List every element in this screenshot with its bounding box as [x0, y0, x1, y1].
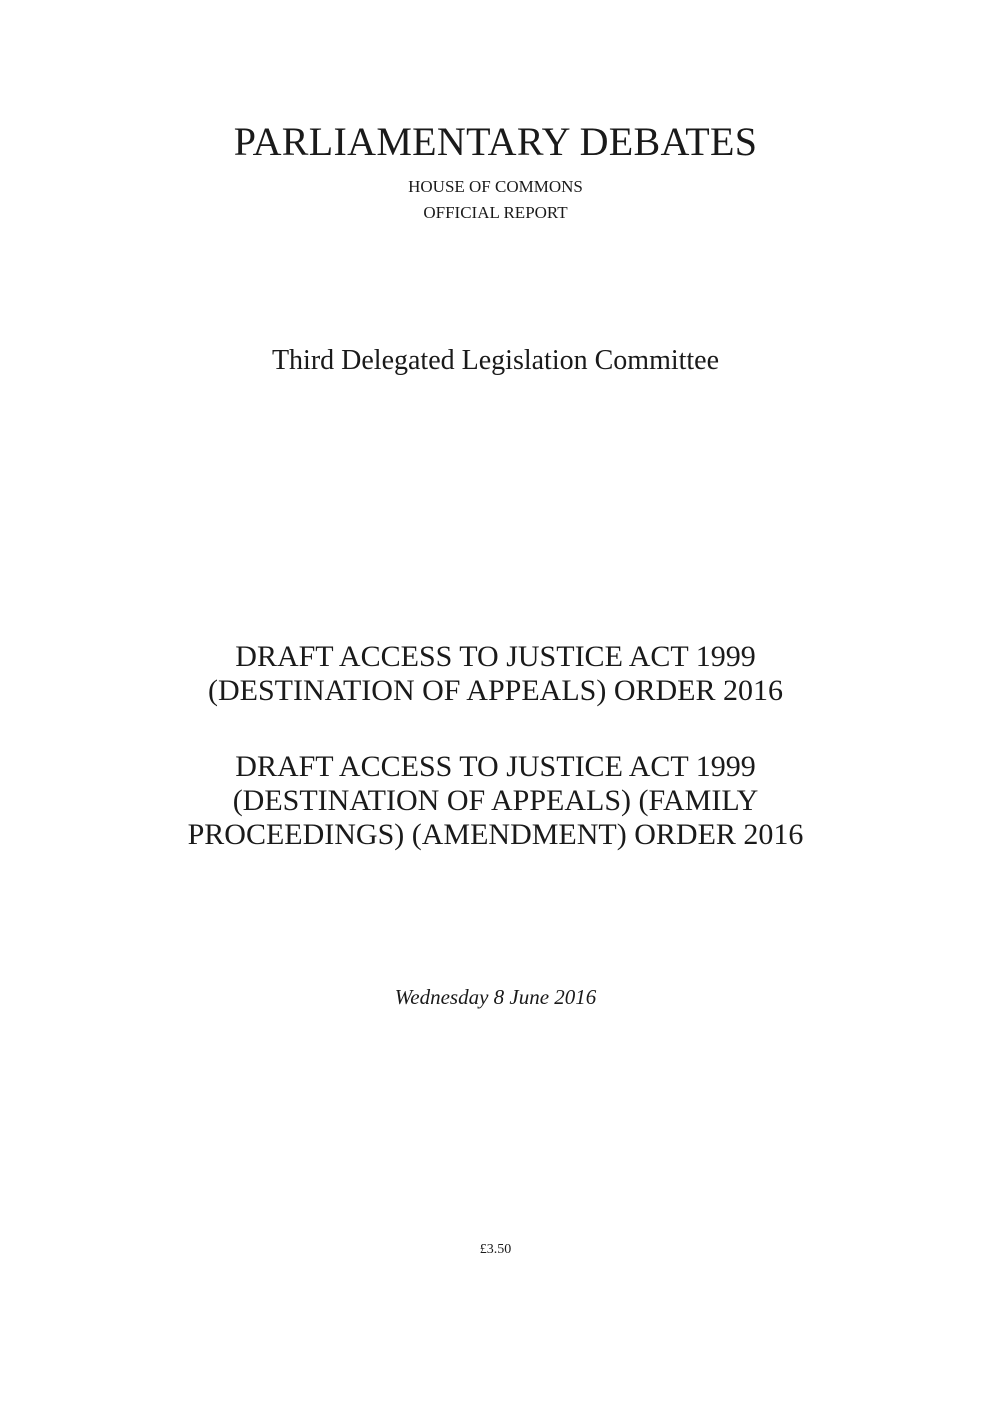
order-2-line-2: (DESTINATION OF APPEALS) (FAMILY: [232, 784, 759, 817]
publication-title: PARLIAMENTARY DEBATES: [233, 119, 758, 164]
order-2-line-3: PROCEEDINGS) (AMENDMENT) ORDER 2016: [187, 818, 804, 851]
order-2-line-1: DRAFT ACCESS TO JUSTICE ACT 1999: [235, 750, 756, 783]
price: £3.50: [479, 1242, 512, 1257]
sitting-date: Wednesday 8 June 2016: [394, 985, 597, 1009]
house-name: HOUSE OF COMMONS: [408, 177, 583, 196]
order-1-line-2: (DESTINATION OF APPEALS) ORDER 2016: [207, 674, 784, 707]
order-1-line-1: DRAFT ACCESS TO JUSTICE ACT 1999: [235, 640, 756, 673]
committee-name: Third Delegated Legislation Committee: [271, 345, 720, 376]
report-type: OFFICIAL REPORT: [423, 203, 568, 222]
